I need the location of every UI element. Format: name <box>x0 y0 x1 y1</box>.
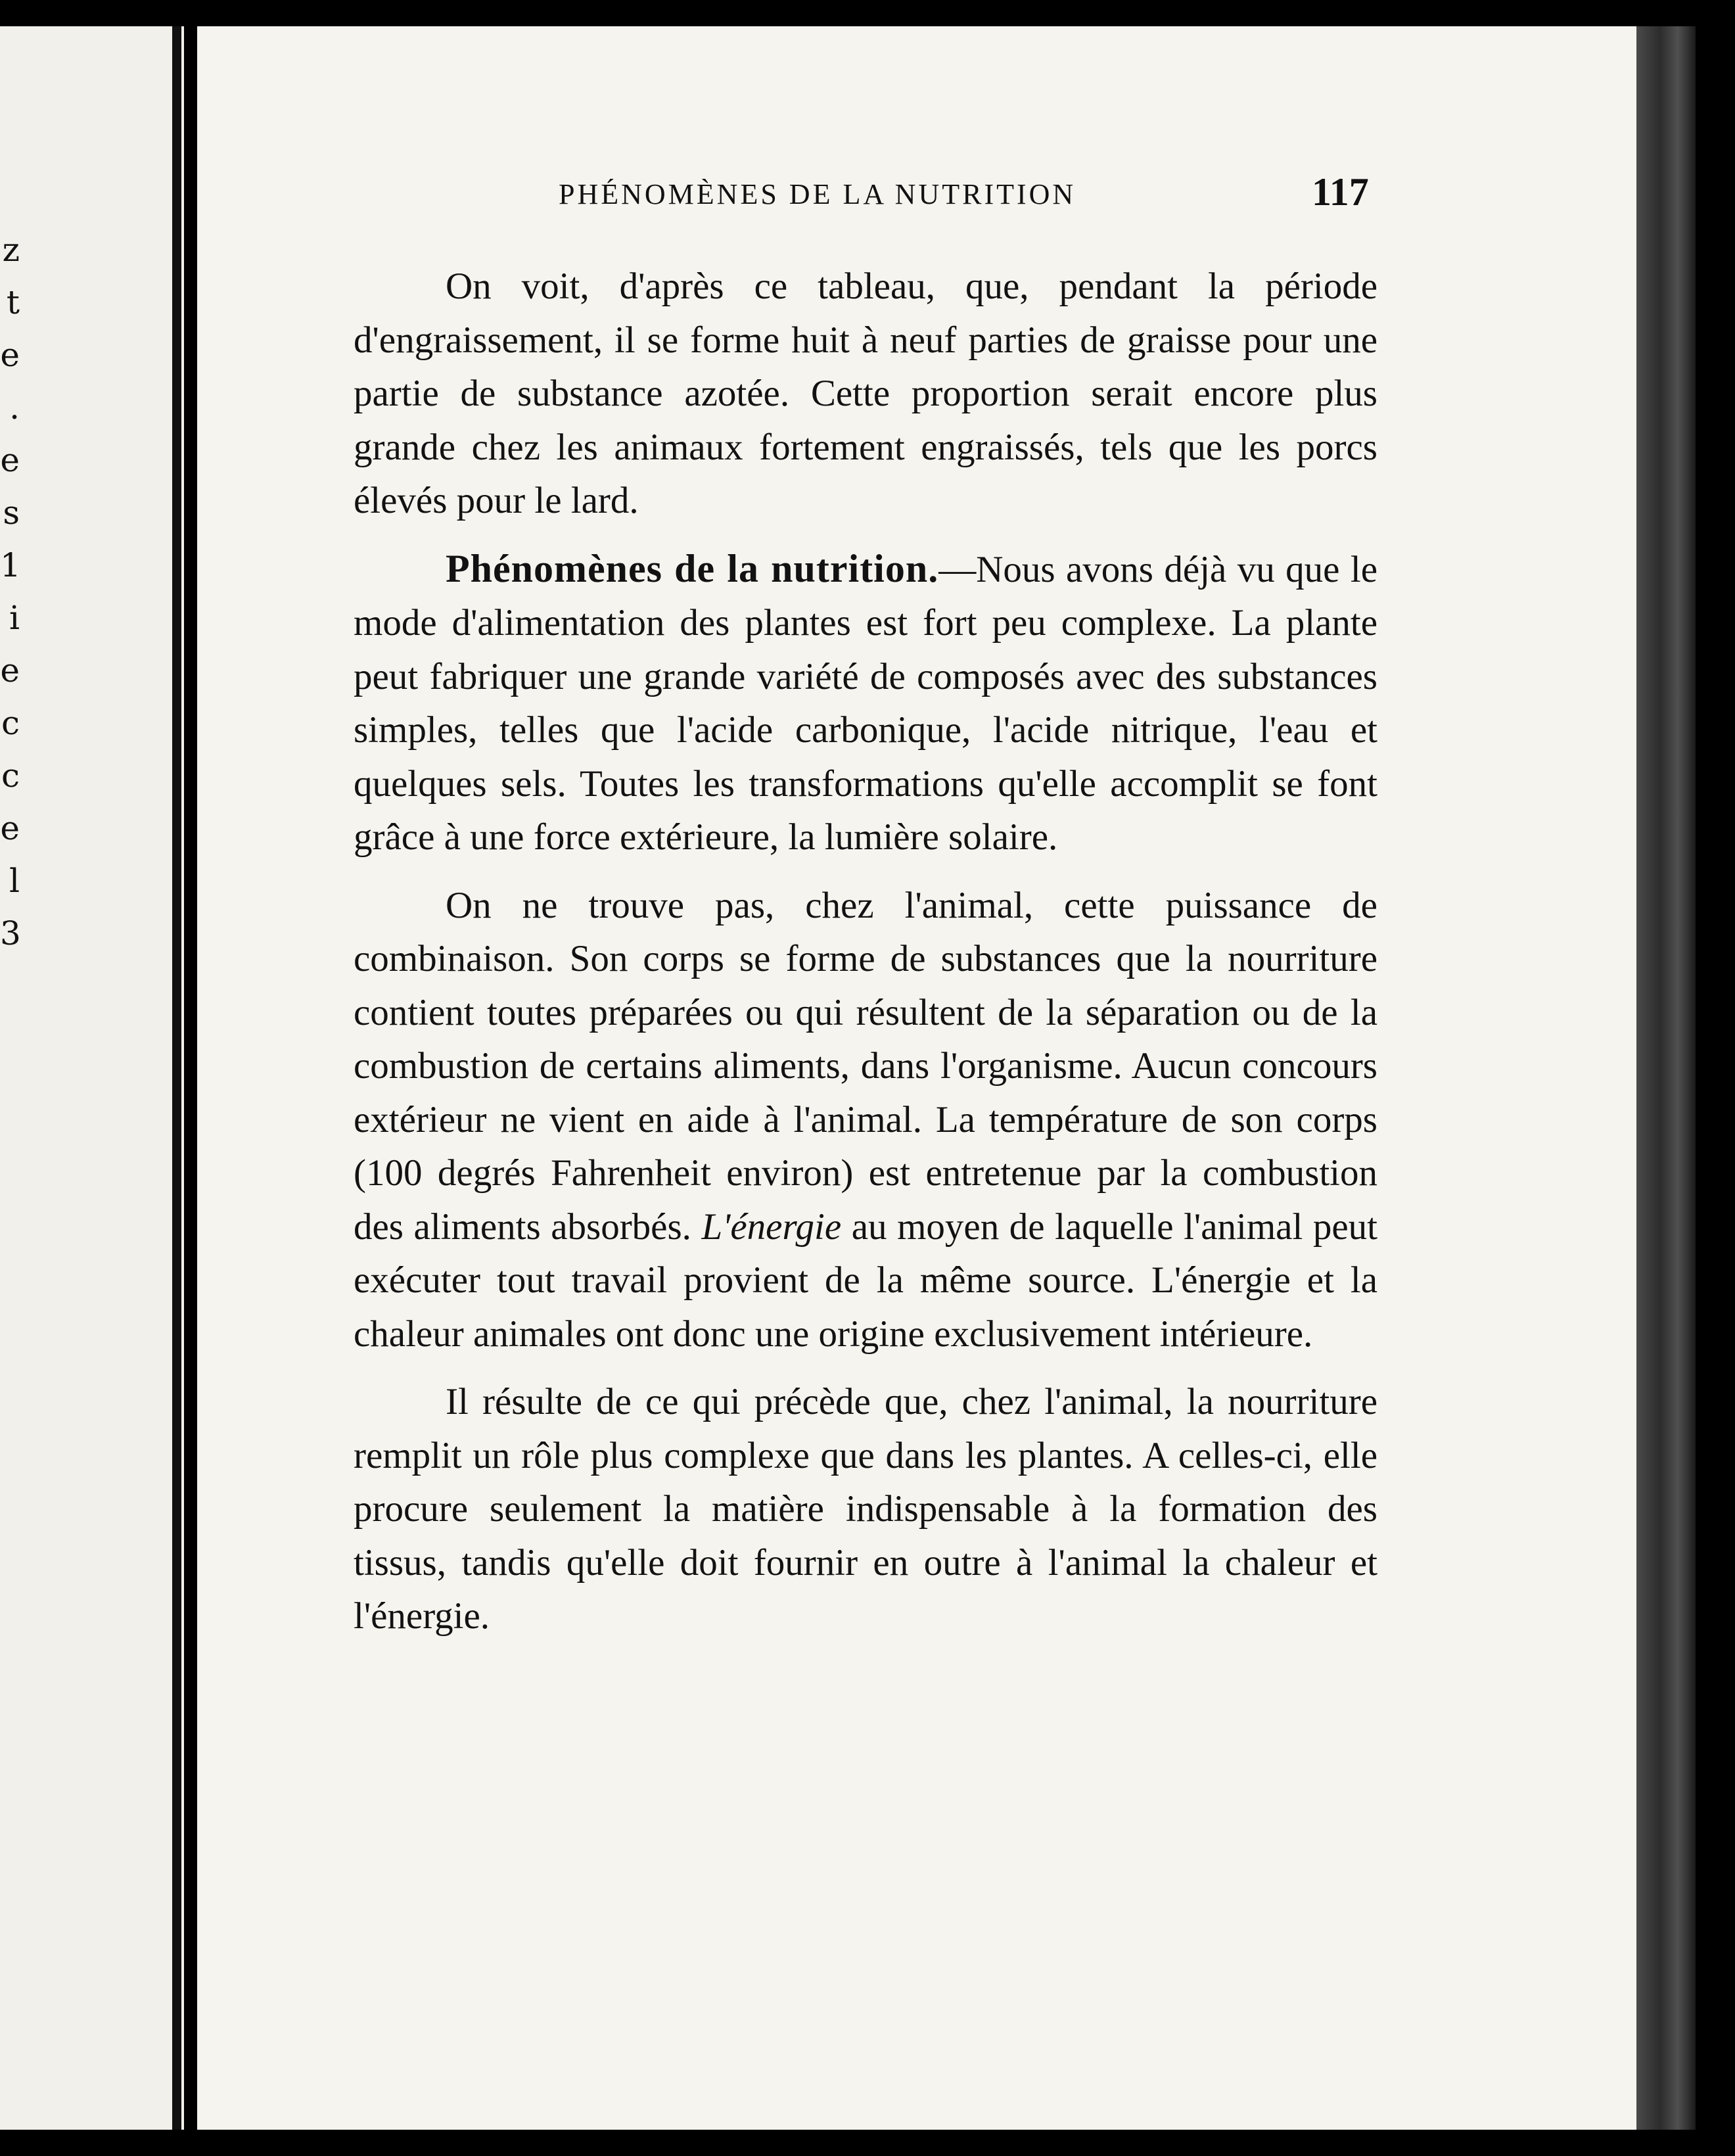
section-heading: Phénomènes de la nutrition. <box>446 546 939 590</box>
body-text <box>354 260 1377 1643</box>
previous-page-letters <box>0 223 20 960</box>
page-block-edge <box>1636 26 1696 2130</box>
edge-letter: 3 <box>0 914 21 952</box>
paragraph-text: On ne trouve pas, chez l'animal, cette puissance de combinaison. Son corps se forme de substances que la nourriture contient toutes préparées ou qui résultent de la séparation ou de la combustion de certains aliments, dans l'organisme. Aucun concours extérieur ne vient en aide à l'animal. La température de son corps (100 degrés Fahrenheit environ) est entretenue par la combustion des aliments absorbés. <box>354 884 1377 1248</box>
edge-letter: z <box>2 231 20 269</box>
book-gutter <box>172 26 181 2130</box>
paragraph-text: —Nous avons déjà vu que le mode d'alimentation des plantes est fort peu complexe. La plante peut fabriquer une grande variété de composés avec des substances simples, telles que l'acide carbonique, l'acide nitrique, l'eau et quelques sels. Toutes les transformations qu'elle accomplit se font grâce à une force extérieure, la lumière solaire. <box>354 548 1377 858</box>
edge-letter: . <box>9 388 20 427</box>
edge-letter: e <box>0 809 20 847</box>
edge-letter: l <box>9 862 20 900</box>
paragraph <box>354 542 1377 864</box>
edge-letter: c <box>1 757 20 795</box>
edge-letter: s <box>3 494 20 532</box>
previous-page-edge <box>0 26 184 2130</box>
paragraph <box>354 879 1377 1361</box>
edge-letter: t <box>6 283 20 321</box>
edge-letter: e <box>0 651 20 690</box>
paragraph-text: au moyen de laquelle l'animal peut exécuter tout travail provient de la même source. L'énergie et la chaleur animales ont donc une origine exclusivement intérieure. <box>354 1206 1377 1355</box>
paragraph: Il résulte de ce qui précède que, chez l'animal, la nourriture remplit un rôle plus complexe que dans les plantes. A celles-ci, elle procure seulement la matière indispensable à la formation des tissus, tandis qu'elle doit fournir en outre à l'animal la chaleur et l'énergie. <box>354 1381 1377 1637</box>
edge-letter: e <box>0 441 20 479</box>
paragraph: On voit, d'après ce tableau, que, pendant la période d'engraissement, il se forme huit à neuf parties de graisse pour une partie de substance azotée. Cette proportion serait encore plus grande chez les animaux fortement engraissés, tels que les porcs élevés pour le lard. <box>354 266 1377 521</box>
edge-letter: e <box>0 336 20 374</box>
page-number: 117 <box>1312 170 1369 214</box>
running-head: PHÉNOMÈNES DE LA NUTRITION <box>559 178 1076 210</box>
edge-letter: c <box>1 704 20 742</box>
edge-letter: 1 <box>0 546 21 584</box>
edge-letter: i <box>9 599 20 637</box>
emphasized-term: L'énergie <box>701 1206 842 1248</box>
